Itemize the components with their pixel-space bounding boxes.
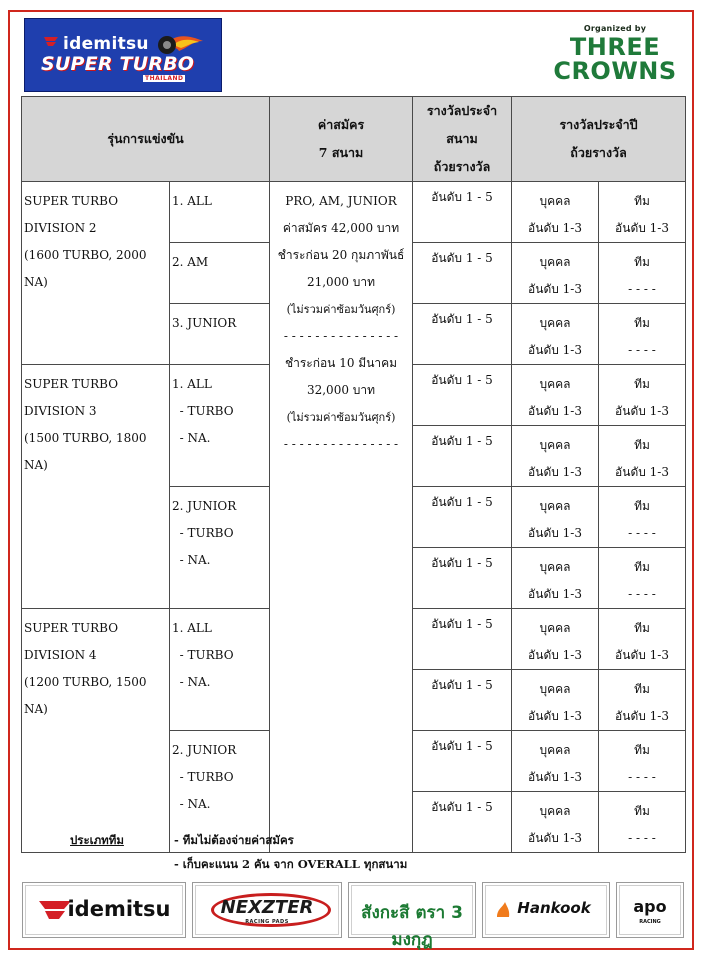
team-type-label: ประเภททีม (70, 833, 124, 847)
individual-award-cell: บุคคล อันดับ 1-3 (512, 426, 599, 487)
class-cell: 3. JUNIOR (170, 304, 270, 365)
sponsor-nexzter-logo: NEXZTER RACING PADS (192, 882, 342, 938)
idemitsu-text: idemitsu (63, 34, 149, 54)
team-award-cell: ทีม - - - - (599, 548, 686, 609)
race-award-cell: อันดับ 1 - 5 (413, 548, 512, 609)
division-2-cell: SUPER TURBO DIVISION 2 (1600 TURBO, 2000 NA) (22, 182, 170, 365)
fee-cell: PRO, AM, JUNIOR ค่าสมัคร 42,000 บาท ชำระก่อน 20 กุมภาพันธ์ 21,000 บาท (ไม่รวมค่าซ้อมวันศุกร์) - - - - - - - - - - - - - - - ชำระก่อน 10 มีนาคม 32,000 บาท (ไม่รวมค่าซ้อมวันศุกร์) - - - - - - - - - - - - - - - (270, 182, 413, 853)
team-award-cell: ทีม - - - - (599, 792, 686, 853)
division-3-cell: SUPER TURBO DIVISION 3 (1500 TURBO, 1800 NA) (22, 365, 170, 609)
class-cell: 2. AM (170, 243, 270, 304)
three-crowns-line1: THREE (569, 33, 661, 61)
individual-award-cell: บุคคล อันดับ 1-3 (512, 304, 599, 365)
sponsor-idemitsu-logo: idemitsu (22, 882, 186, 938)
idemitsu-flag-icon (43, 35, 59, 49)
sponsor-apo-logo: apo RACING (616, 882, 684, 938)
idemitsu-super-turbo-logo (24, 18, 222, 92)
individual-award-cell: บุคคล อันดับ 1-3 (512, 182, 599, 243)
class-cell: 1. ALL - TURBO - NA. (170, 365, 270, 487)
race-award-cell: อันดับ 1 - 5 (413, 426, 512, 487)
header-fee: ค่าสมัคร 7 สนาม (270, 97, 413, 182)
sponsor-sangthong-logo: สังกะสี ตรา 3 มงกุฎ (348, 882, 476, 938)
header-class: รุ่นการแข่งขัน (22, 97, 270, 182)
team-award-cell: ทีม อันดับ 1-3 (599, 182, 686, 243)
class-cell: 1. ALL - TURBO - NA. (170, 609, 270, 731)
race-class-table (21, 96, 686, 853)
sponsor-hankook-logo: Hankook (482, 882, 610, 938)
organized-by-label: Organized by (583, 24, 647, 33)
team-note-1: - ทีมไม่ต้องจ่ายค่าสมัคร (174, 833, 294, 847)
team-award-cell: ทีม - - - - (599, 731, 686, 792)
class-cell: 1. ALL (170, 182, 270, 243)
individual-award-cell: บุคคล อันดับ 1-3 (512, 365, 599, 426)
super-turbo-title: SUPER TURBO (41, 53, 195, 75)
team-note-2: - เก็บคะแนน 2 คัน จาก OVERALL ทุกสนาม (174, 857, 408, 871)
team-award-cell: ทีม อันดับ 1-3 (599, 609, 686, 670)
individual-award-cell: บุคคล อันดับ 1-3 (512, 731, 599, 792)
race-award-cell: อันดับ 1 - 5 (413, 792, 512, 853)
individual-award-cell: บุคคล อันดับ 1-3 (512, 548, 599, 609)
race-award-cell: อันดับ 1 - 5 (413, 304, 512, 365)
team-award-cell: ทีม อันดับ 1-3 (599, 670, 686, 731)
team-award-cell: ทีม - - - - (599, 304, 686, 365)
class-cell: 2. JUNIOR - TURBO - NA. (170, 487, 270, 609)
individual-award-cell: บุคคล อันดับ 1-3 (512, 243, 599, 304)
race-award-cell: อันดับ 1 - 5 (413, 487, 512, 548)
thailand-label: THAILAND (145, 75, 184, 82)
race-award-cell: อันดับ 1 - 5 (413, 182, 512, 243)
three-crowns-logo (548, 24, 682, 90)
team-award-cell: ทีม - - - - (599, 243, 686, 304)
team-award-cell: ทีม อันดับ 1-3 (599, 426, 686, 487)
race-award-cell: อันดับ 1 - 5 (413, 731, 512, 792)
race-award-cell: อันดับ 1 - 5 (413, 609, 512, 670)
three-crowns-line2: CROWNS (553, 57, 677, 85)
header-year-award: รางวัลประจำปี ถ้วยรางวัล (512, 97, 686, 182)
team-award-cell: ทีม อันดับ 1-3 (599, 365, 686, 426)
division-4-cell: SUPER TURBO DIVISION 4 (1200 TURBO, 1500 NA) (22, 609, 170, 853)
header-race-award: รางวัลประจำสนาม ถ้วยรางวัล (413, 97, 512, 182)
individual-award-cell: บุคคล อันดับ 1-3 (512, 670, 599, 731)
race-award-cell: อันดับ 1 - 5 (413, 670, 512, 731)
individual-award-cell: บุคคล อันดับ 1-3 (512, 792, 599, 853)
race-award-cell: อันดับ 1 - 5 (413, 365, 512, 426)
individual-award-cell: บุคคล อันดับ 1-3 (512, 487, 599, 548)
race-award-cell: อันดับ 1 - 5 (413, 243, 512, 304)
sponsor-strip (22, 882, 686, 950)
table-row (22, 182, 686, 243)
individual-award-cell: บุคคล อันดับ 1-3 (512, 609, 599, 670)
team-award-cell: ทีม - - - - (599, 487, 686, 548)
class-cell: 2. JUNIOR - TURBO - NA. (170, 731, 270, 853)
